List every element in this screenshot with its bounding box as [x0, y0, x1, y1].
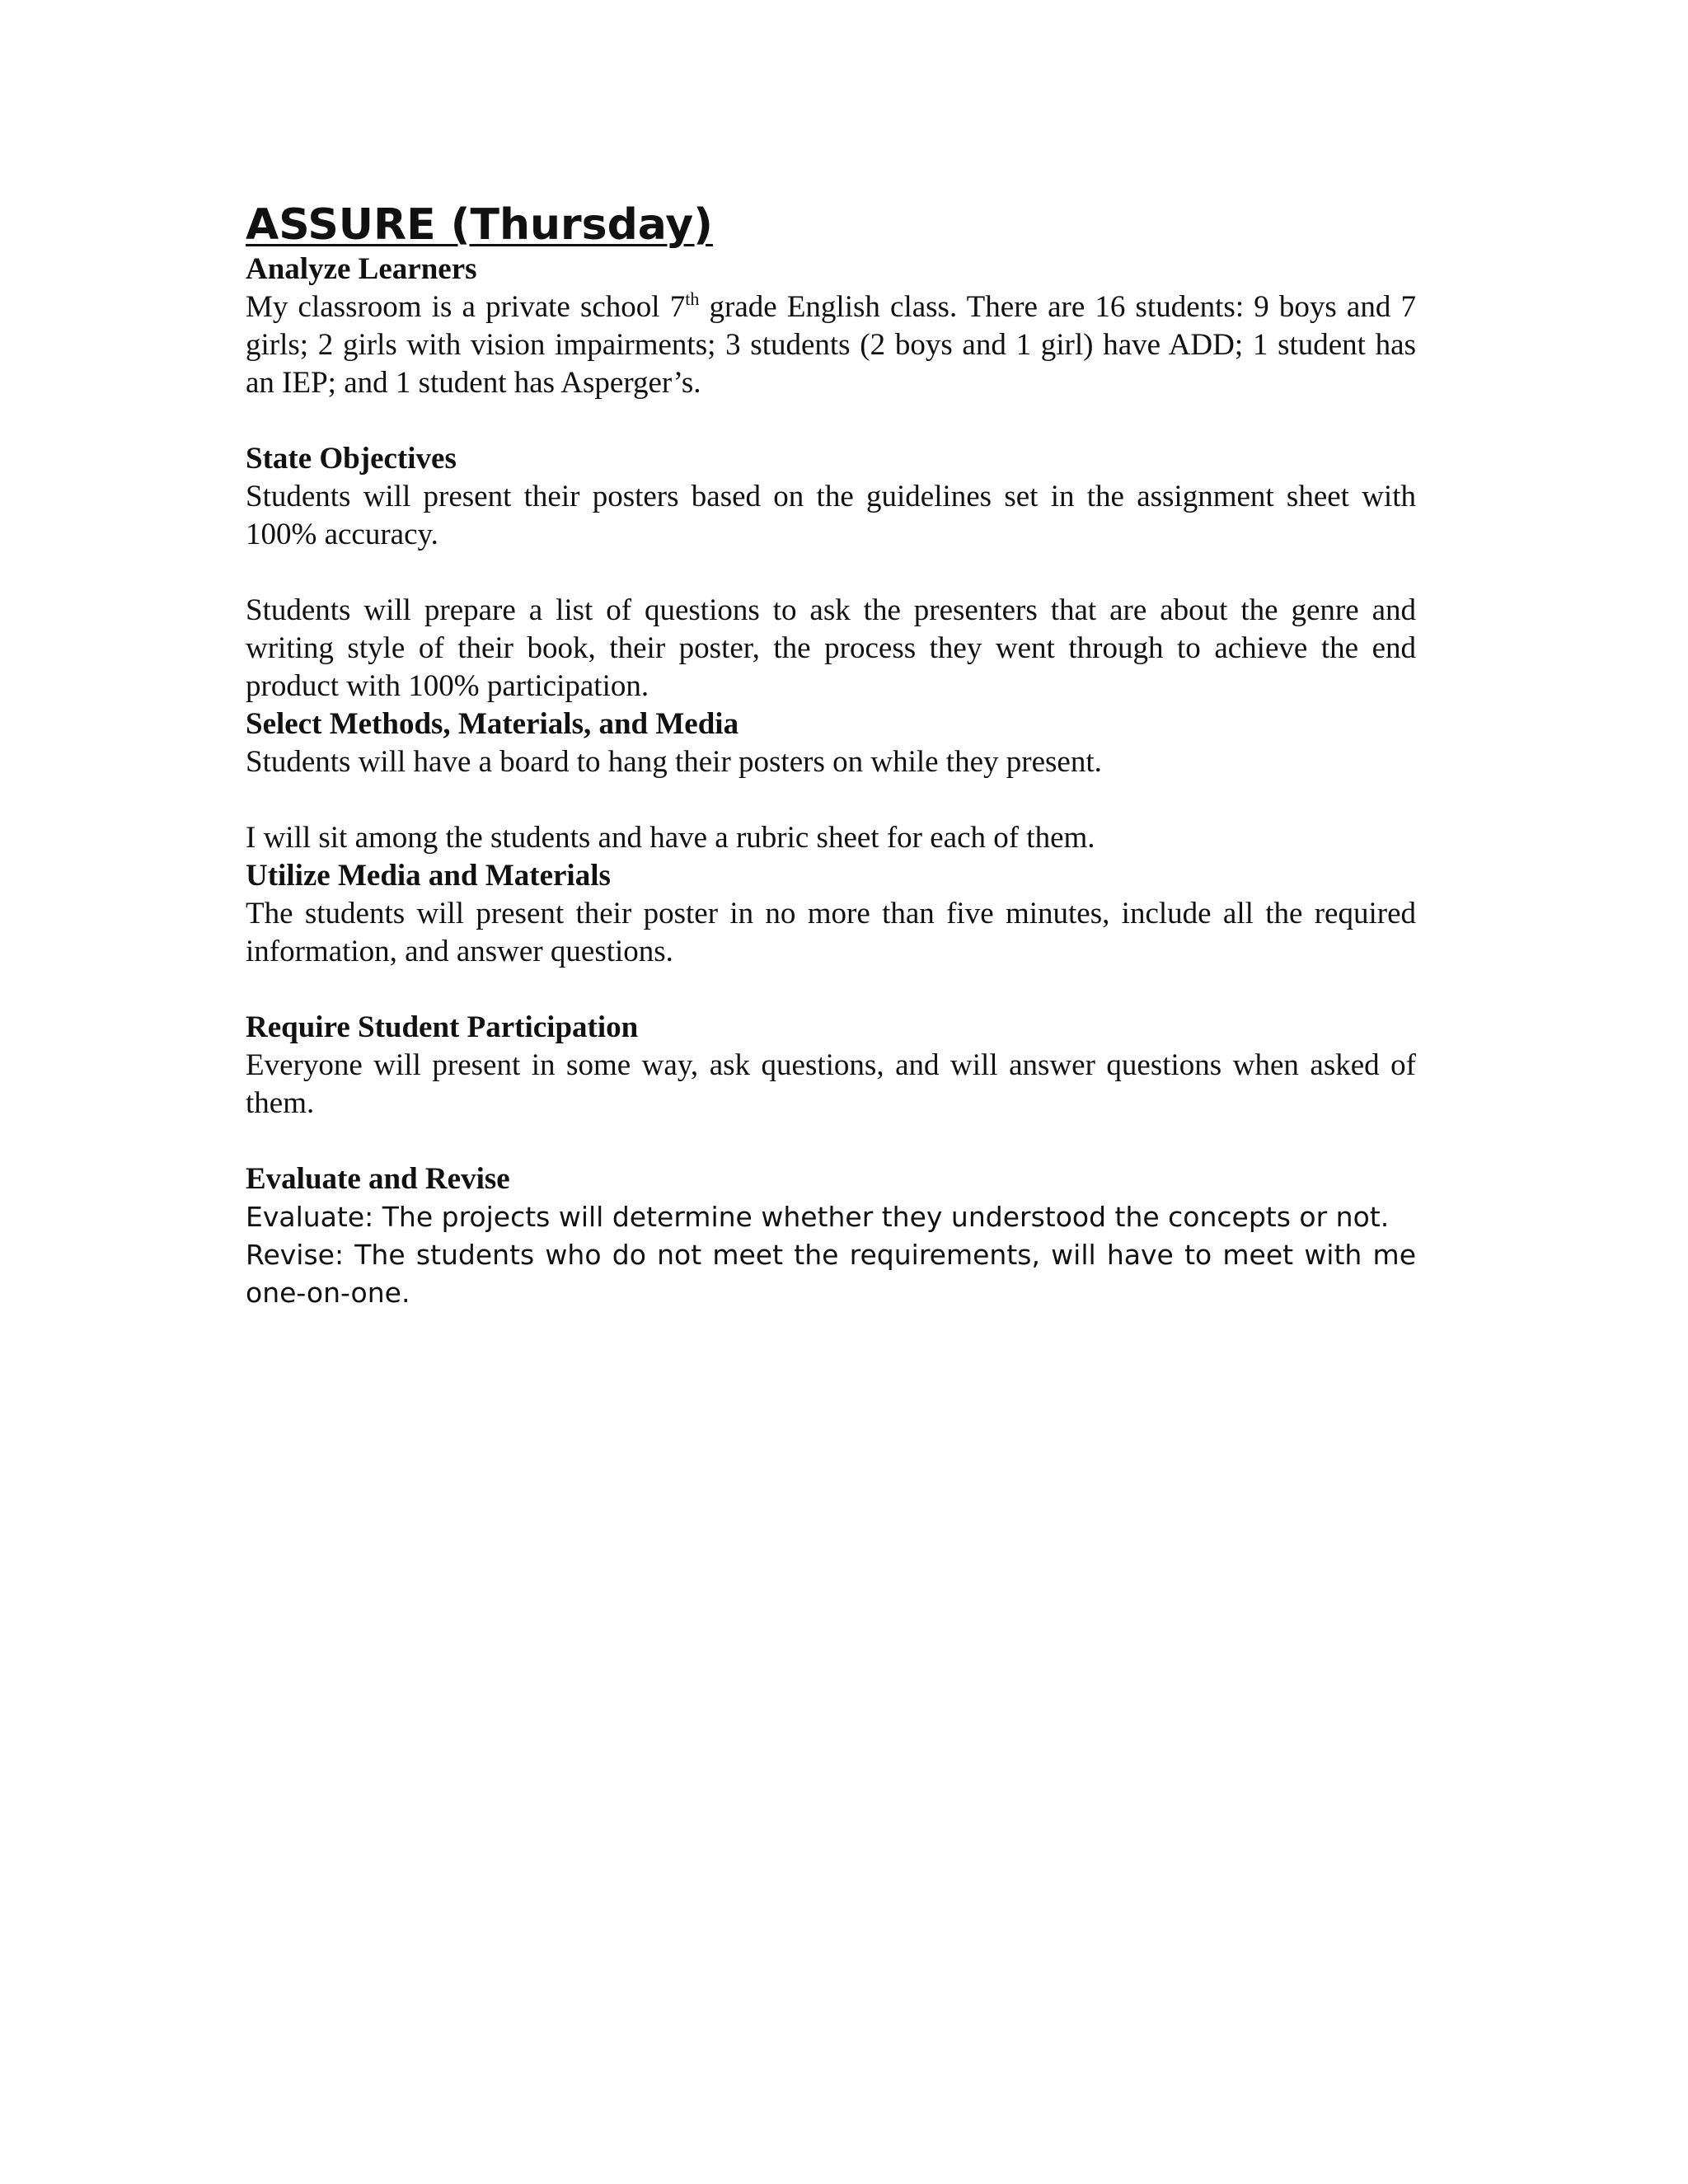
utilize-media-heading: Utilize Media and Materials — [246, 859, 611, 893]
require-participation-heading: Require Student Participation — [246, 1010, 639, 1044]
ordinal-suffix: th — [685, 288, 700, 309]
select-paragraph-1: Students will have a board to hang their posters on while they present. — [246, 745, 1102, 779]
evaluate-revise-heading: Evaluate and Revise — [246, 1162, 510, 1196]
evaluate-paragraph: Evaluate: The projects will determine whether they understood the concepts or not. — [246, 1201, 1390, 1233]
objective-paragraph-1: Students will present their posters based on the guidelines set in the assignment sheet with 100% accuracy. — [246, 480, 1416, 551]
analyze-text-start: My classroom is a private school 7 — [246, 290, 686, 324]
spacer — [246, 781, 1416, 819]
spacer — [246, 554, 1416, 592]
spacer — [246, 1122, 1416, 1160]
state-objectives-heading: State Objectives — [246, 442, 457, 476]
objective-paragraph-2: Students will prepare a list of questions to ask the presenters that are about the genre and writing style of their book, their poster, the process they went through to achieve the end product with 100% participation. — [246, 593, 1416, 703]
require-paragraph: Everyone will present in some way, ask questions, and will answer questions when asked of them. — [246, 1048, 1416, 1120]
document-title: ASSURE (Thursday) — [246, 200, 713, 250]
utilize-paragraph: The students will present their poster in no more than five minutes, include all the required information, and answer questions. — [246, 897, 1416, 968]
analyze-text-end: grade English class. There are 16 students: 9 boys and 7 girls; 2 girls with vision impairments; 3 students (2 boys and 1 girl) have ADD; 1 student has an IEP; and 1 student has Asperger’s. — [246, 290, 1417, 400]
analyze-learners-text — [246, 288, 1416, 402]
analyze-learners-heading: Analyze Learners — [246, 252, 477, 286]
spacer — [246, 402, 1416, 440]
document-page — [246, 199, 1416, 1312]
select-paragraph-2: I will sit among the students and have a rubric sheet for each of them. — [246, 821, 1095, 855]
select-methods-heading: Select Methods, Materials, and Media — [246, 707, 739, 741]
revise-paragraph: Revise: The students who do not meet the requirements, will have to meet with me one-on-one. — [246, 1239, 1416, 1309]
spacer — [246, 971, 1416, 1009]
